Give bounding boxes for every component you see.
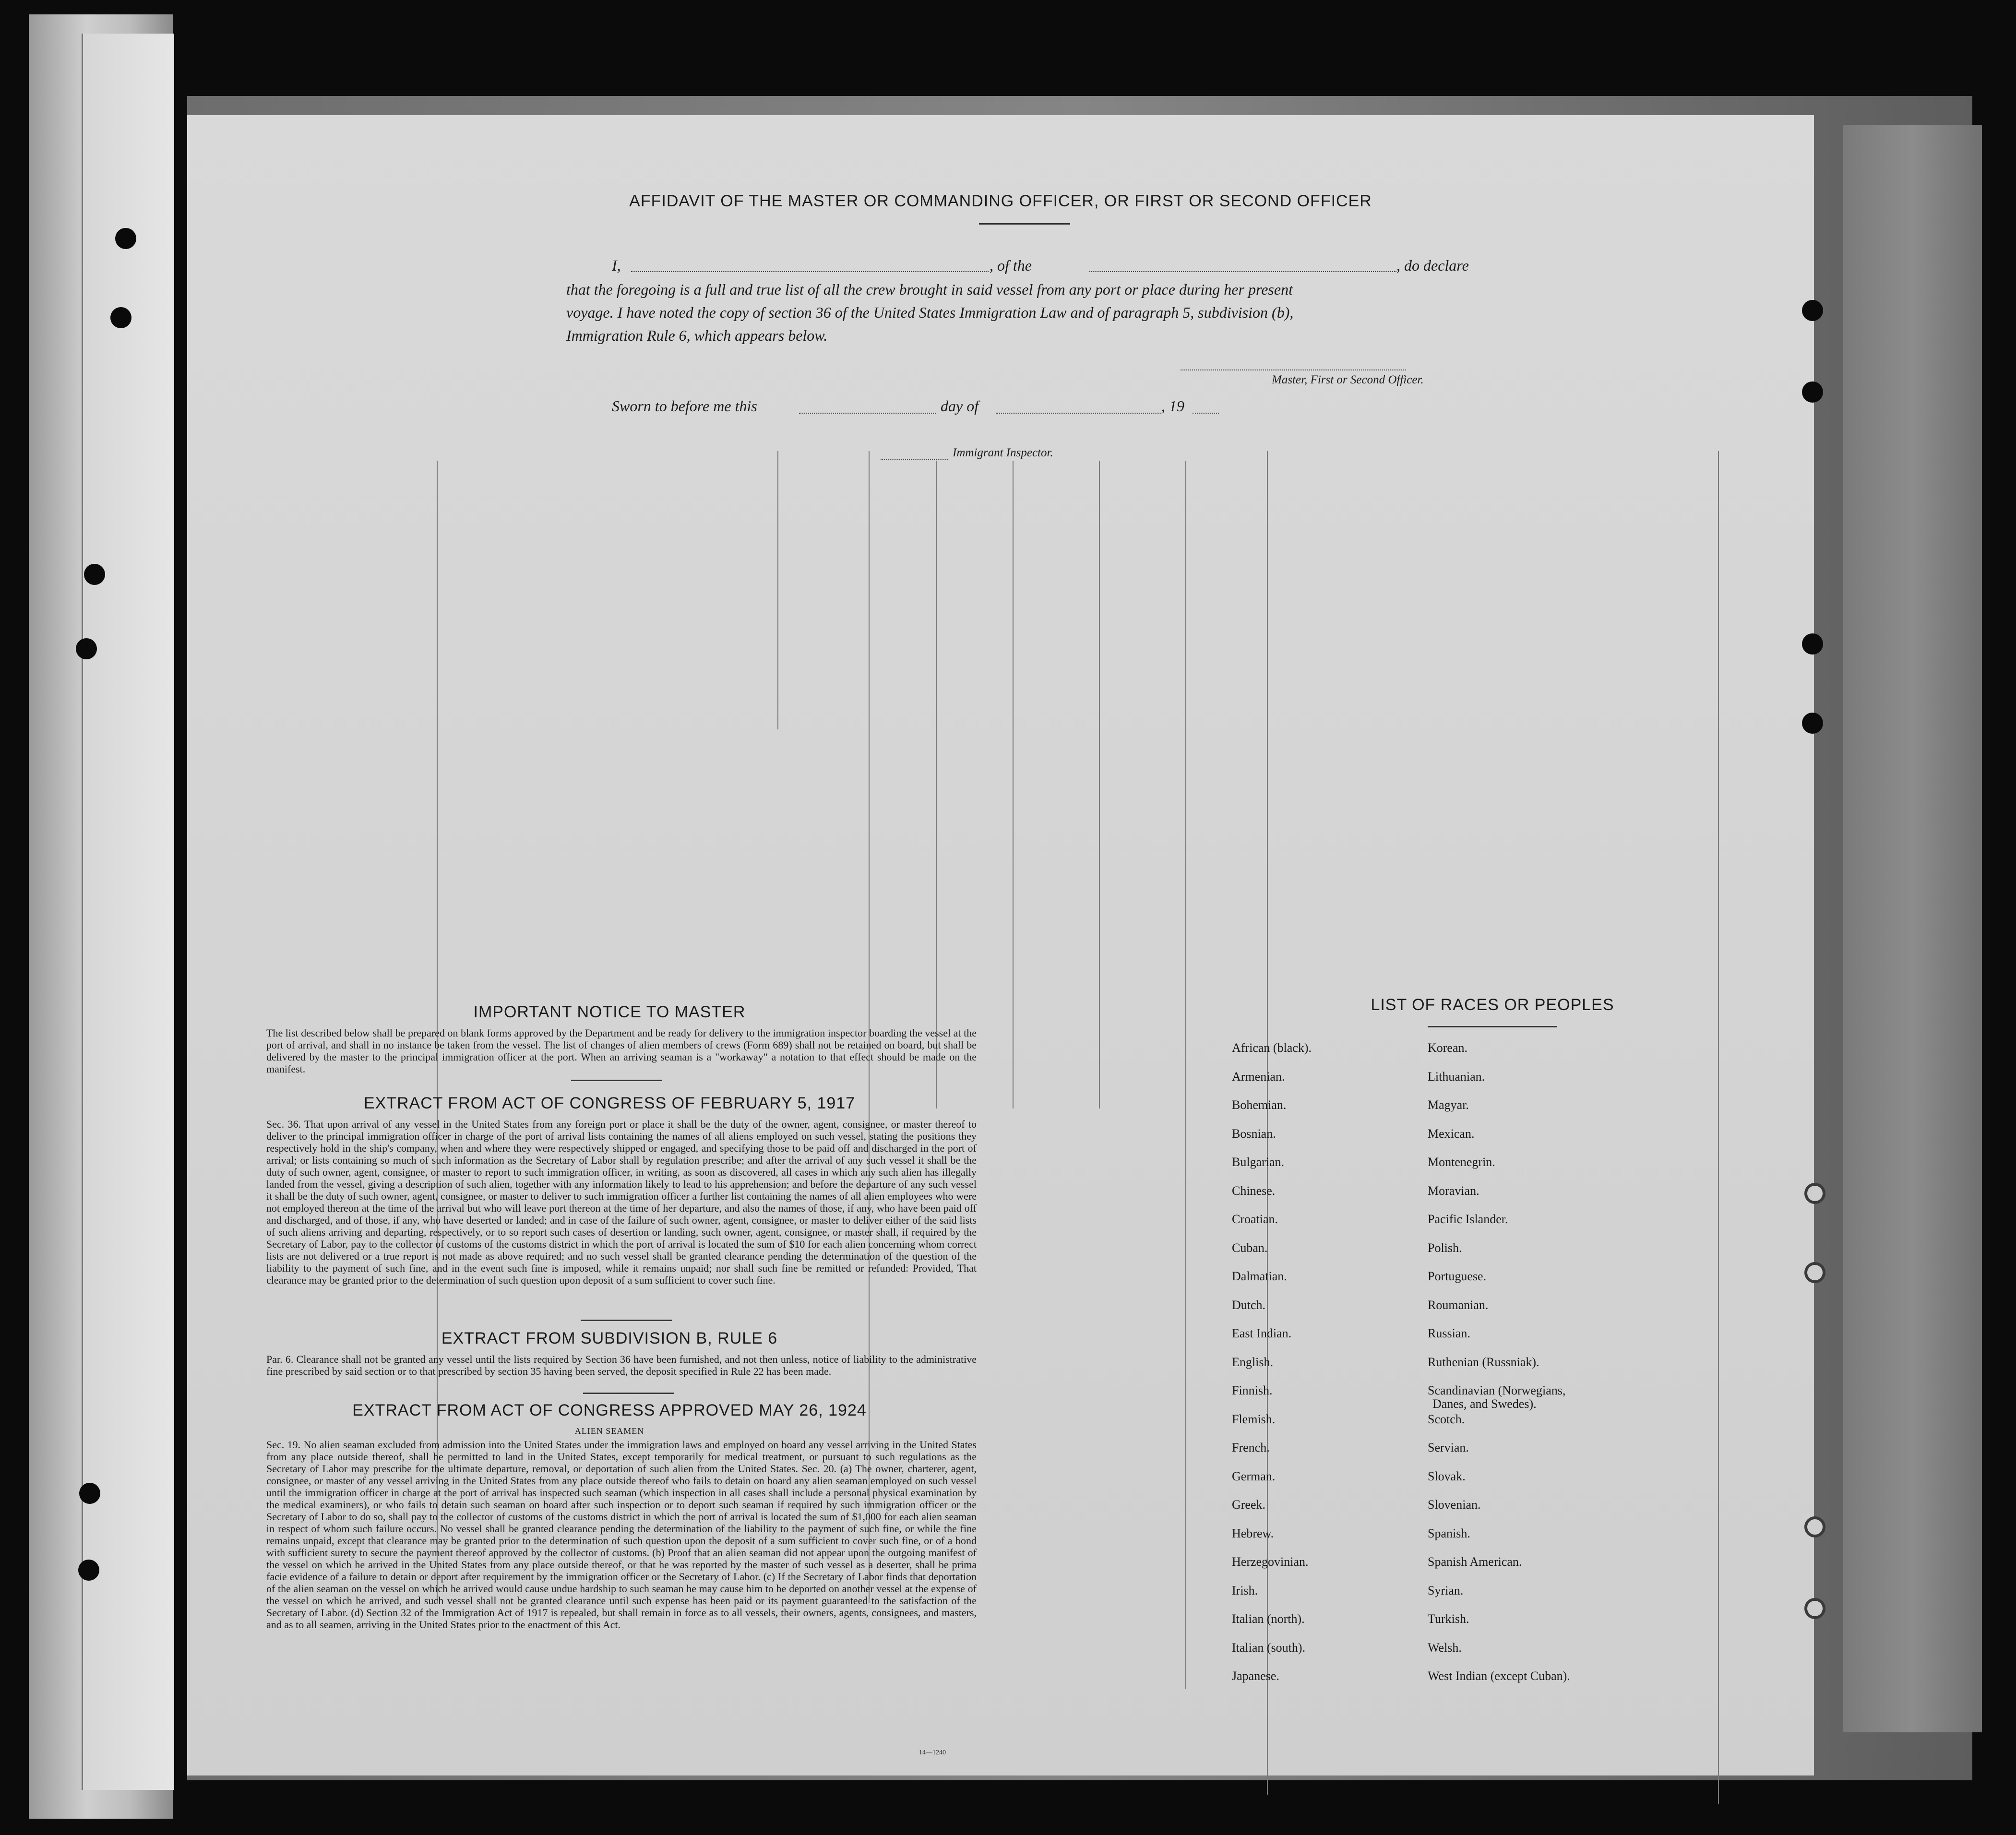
race-item: Japanese. xyxy=(1232,1669,1279,1683)
column-line xyxy=(1185,461,1186,1689)
punch-hole xyxy=(1804,1598,1825,1619)
race-item: Danes, and Swedes). xyxy=(1432,1397,1537,1411)
race-item: Mexican. xyxy=(1428,1126,1475,1141)
race-item: Pacific Islander. xyxy=(1428,1212,1508,1226)
race-item: Turkish. xyxy=(1428,1612,1469,1626)
race-item: Scandinavian (Norwegians, xyxy=(1428,1383,1566,1397)
race-item: Syrian. xyxy=(1428,1583,1464,1597)
race-item: Scotch. xyxy=(1428,1412,1465,1426)
extract-1917-title: EXTRACT FROM ACT OF CONGRESS OF FEBRUARY 5, 1917 xyxy=(363,1094,856,1112)
punch-hole xyxy=(1802,633,1823,655)
race-item: Herzegovinian. xyxy=(1232,1555,1309,1569)
column-line xyxy=(1718,451,1719,1804)
race-item: Russian. xyxy=(1428,1326,1470,1340)
sworn-year-field[interactable] xyxy=(1193,413,1219,414)
document-page xyxy=(187,115,1814,1775)
race-item: Italian (north). xyxy=(1232,1612,1305,1626)
race-item: Servian. xyxy=(1428,1441,1469,1454)
race-item: Polish. xyxy=(1428,1240,1462,1255)
inspector-field[interactable] xyxy=(881,459,948,460)
column-line xyxy=(1099,461,1100,1108)
column-line xyxy=(936,461,937,1108)
race-item: African (black). xyxy=(1232,1041,1312,1055)
vessel-field[interactable] xyxy=(1089,271,1396,272)
race-item: Finnish. xyxy=(1232,1383,1273,1397)
race-item: English. xyxy=(1232,1355,1273,1369)
extract-1924-text: Sec. 19. No alien seaman excluded from admission into the United States under the immigration laws and employed on board any vessel arriving in the United States from any place outside thereof, shall be permitted to land in the United States, except temporarily for medical treatment, or pursuant to such regulations as the Secretary of Labor may prescribe for the ultimate departure, removal, or deportation of such alien from the United States. Sec. 20. (a) The owner, charterer, agent, consignee, or master of any vessel arriving in the United States from any place outside thereof who fails to detain on board any alien seaman employed on such vessel until the immigration officer in charge at the port of arrival has inspected such seaman (which inspection in all cases shall include a personal physical examination by the medical examiners), or who fails to detain such seaman on board after such inspection or to deport such seaman if required by such immigration officer or the Secretary of Labor to do so, shall pay to the collector of customs of the customs district in which the port of arrival is located the sum of $1,000 for each alien seaman in respect of whom such failure occurs. No vessel shall be granted clearance pending the determination of the liability to the payment of such fine, or while the fine remains unpaid, except that clearance may be granted prior to the determination of such question upon the deposit of a sum sufficient to cover such fine, or of a bond with sufficient surety to secure the payment thereof approved by the collector of customs. (b) Proof that an alien seaman did not appear upon the outgoing manifest of the vessel on which he arrived in the United States from any place outside thereof, or that he was reported by the master of such vessel as a deserter, shall be prima facie evidence of a failure to detain or deport after requirement by the immigration officer or the Secretary of Labor. (c) If the Secretary of Labor finds that deportation of the alien seaman on the vessel on which he arrived would cause undue hardship to such seaman he may cause him to be deported on another vessel at the expense of the vessel on which he arrived, and such vessel shall not be granted clearance until such expense has been paid or its payment guaranteed to the satisfaction of the Secretary of Labor. (d) Section 32 of the Immigration Act of 1917 is repealed, but shall remain in force as to all vessels, their owners, agents, consignees, and masters, and as to all seamen, arriving in the United States prior to the enactment of this Act. xyxy=(266,1439,977,1631)
back-sheet-edge xyxy=(1843,125,1982,1732)
race-item: Magyar. xyxy=(1428,1098,1469,1112)
punch-hole xyxy=(1802,300,1823,321)
race-item: Irish. xyxy=(1232,1583,1258,1597)
race-item: Cuban. xyxy=(1232,1240,1268,1255)
binder-strip-inner xyxy=(82,34,174,1790)
sworn-text: Sworn to before me this xyxy=(612,397,757,415)
race-item: Bohemian. xyxy=(1232,1098,1287,1112)
column-line xyxy=(1267,451,1268,1795)
punch-hole xyxy=(1804,1262,1825,1283)
race-item: Welsh. xyxy=(1428,1640,1462,1655)
extract-rule6-underline xyxy=(583,1393,674,1394)
extract-1924-title: EXTRACT FROM ACT OF CONGRESS APPROVED MAY 26, 1924 xyxy=(352,1401,867,1419)
column-line xyxy=(1013,461,1014,1108)
affidavit-title: AFFIDAVIT OF THE MASTER OR COMMANDING OFFICER, OR FIRST OR SECOND OFFICER xyxy=(629,192,1372,210)
race-item: Roumanian. xyxy=(1428,1298,1489,1312)
extract-1917-text: Sec. 36. That upon arrival of any vessel in the United States from any foreign port or place it shall be the duty of the owner, agent, consignee, or master thereof to deliver to the principal immigration officer in charge of the port of arrival lists containing the names of all aliens employed on such vessel, stating the positions they respectively hold in the ship's company, when and where they were respectively shipped or engaged, and specifying those to be paid off and discharged in the port of arrival; or lists containing so much of such information as the Secretary of Labor shall by regulation prescribe; and after the arrival of any such vessel it shall be the duty of such owner, agent, consignee, or master to report to such immigration officer, in writing, as soon as discovered, all cases in which any such alien has illegally landed from the vessel, giving a description of such alien, together with any information likely to lead to his apprehension; and before the departure of any such vessel it shall be the duty of such owner, agent, consignee, or master to deliver to such immigration officer a further list containing the names of all alien employees who were not employed thereon at the time of the arrival but who will leave port thereon at the time of her departure, and also the names of those, if any, who have been paid off and discharged, and of those, if any, who have deserted or landed; and in case of the failure of such owner, agent, consignee, or master to deliver either of the said lists of such aliens arriving and departing, respectively, or to so report such cases of desertion or landing, such owner, agent, consignee, or master shall, if required by the Secretary of Labor, pay to the collector of customs of the customs district in which the port of arrival is located the sum of $10 for each alien concerning whom correct lists are not delivered or a true report is not made as above required; and no such vessel shall be granted clearance pending the determination of the question of the liability to the payment of such fine, and in the event such fine is imposed, while it remains unpaid; nor shall such fine be remitted or refunded: Provided, That clearance may be granted prior to the determination of such question upon deposit of a sum sufficient to cover such fine. xyxy=(266,1118,977,1286)
race-item: Montenegrin. xyxy=(1428,1155,1495,1169)
extract-1924-subtitle: ALIEN SEAMEN xyxy=(574,1426,644,1436)
punch-hole xyxy=(76,638,97,659)
affidavit-i: I, xyxy=(612,257,621,274)
day-of-text: day of xyxy=(941,397,979,415)
affidavit-of-the: , of the xyxy=(990,257,1032,274)
races-title: LIST OF RACES OR PEOPLES xyxy=(1371,996,1614,1014)
race-item: Spanish. xyxy=(1428,1526,1470,1540)
column-line xyxy=(777,451,778,729)
extract-1917-underline xyxy=(581,1320,672,1321)
race-item: Croatian. xyxy=(1232,1212,1278,1226)
race-item: Dalmatian. xyxy=(1232,1269,1287,1283)
punch-hole xyxy=(1804,1516,1825,1537)
affidavit-line4: Immigration Rule 6, which appears below. xyxy=(566,327,828,344)
punch-hole xyxy=(115,228,136,249)
race-item: Slovenian. xyxy=(1428,1498,1481,1512)
binder-strip xyxy=(29,14,173,1819)
race-item: Chinese. xyxy=(1232,1183,1276,1198)
form-number: 14—1240 xyxy=(919,1749,946,1756)
sworn-month-field[interactable] xyxy=(996,413,1161,414)
race-item: Italian (south). xyxy=(1232,1640,1306,1655)
punch-hole xyxy=(110,307,131,328)
notice-text: The list described below shall be prepared on blank forms approved by the Department and be ready for delivery to the immigration inspector boarding the vessel at the port of arrival, and shall in no instance be taken from the vessel. The list of changes of alien members of crews (Form 689) shall not be retained on board, but shall be delivered by the master to the principal immigration officer at the port. When an arriving seaman is a "workaway" a notation to that effect should be made on the manifest. xyxy=(266,1027,977,1075)
notice-underline xyxy=(571,1080,662,1081)
race-item: Ruthenian (Russniak). xyxy=(1428,1355,1539,1369)
notice-title: IMPORTANT NOTICE TO MASTER xyxy=(473,1003,746,1021)
extract-rule6-title: EXTRACT FROM SUBDIVISION B, RULE 6 xyxy=(441,1329,778,1347)
affidavit-line3: voyage. I have noted the copy of section 36 of the United States Immigration Law and of paragraph 5, subdivision (b), xyxy=(566,304,1294,321)
race-item: East Indian. xyxy=(1232,1326,1292,1340)
year-text: , 19 xyxy=(1161,397,1184,415)
punch-hole xyxy=(79,1483,100,1504)
punch-hole xyxy=(1804,1183,1825,1204)
race-item: Lithuanian. xyxy=(1428,1069,1485,1084)
race-item: Moravian. xyxy=(1428,1183,1479,1198)
title-underline xyxy=(979,223,1070,225)
punch-hole xyxy=(84,564,105,585)
race-item: Korean. xyxy=(1428,1041,1468,1055)
race-item: Dutch. xyxy=(1232,1298,1266,1312)
name-field[interactable] xyxy=(631,271,989,272)
race-item: Portuguese. xyxy=(1428,1269,1487,1283)
race-item: West Indian (except Cuban). xyxy=(1428,1669,1570,1683)
race-item: Bosnian. xyxy=(1232,1126,1276,1141)
affidavit-line2: that the foregoing is a full and true list of all the crew brought in said vessel from any port or place during her present xyxy=(566,281,1293,298)
punch-hole xyxy=(78,1560,99,1581)
race-item: French. xyxy=(1232,1441,1270,1454)
race-item: Armenian. xyxy=(1232,1069,1285,1084)
extract-rule6-text: Par. 6. Clearance shall not be granted any vessel until the lists required by Section 36 have been furnished, and not then unless, notice of liability to the administrative fine prescribed by said section or to that prescribed by section 35 having been served, the deposit specified in Rule 22 has been made. xyxy=(266,1353,977,1377)
race-item: Bulgarian. xyxy=(1232,1155,1285,1169)
signature-field[interactable] xyxy=(1181,369,1406,370)
sworn-day-field[interactable] xyxy=(799,413,936,414)
race-item: Hebrew. xyxy=(1232,1526,1274,1540)
race-item: Slovak. xyxy=(1428,1469,1466,1483)
race-item: Greek. xyxy=(1232,1498,1266,1512)
race-item: Spanish American. xyxy=(1428,1555,1522,1569)
affidavit-declare: , do declare xyxy=(1396,257,1469,274)
signature-label: Master, First or Second Officer. xyxy=(1272,373,1424,386)
race-item: German. xyxy=(1232,1469,1276,1483)
races-underline xyxy=(1428,1026,1557,1027)
punch-hole xyxy=(1802,381,1823,403)
inspector-label: Immigrant Inspector. xyxy=(953,446,1053,459)
punch-hole xyxy=(1802,713,1823,734)
race-item: Flemish. xyxy=(1232,1412,1276,1426)
